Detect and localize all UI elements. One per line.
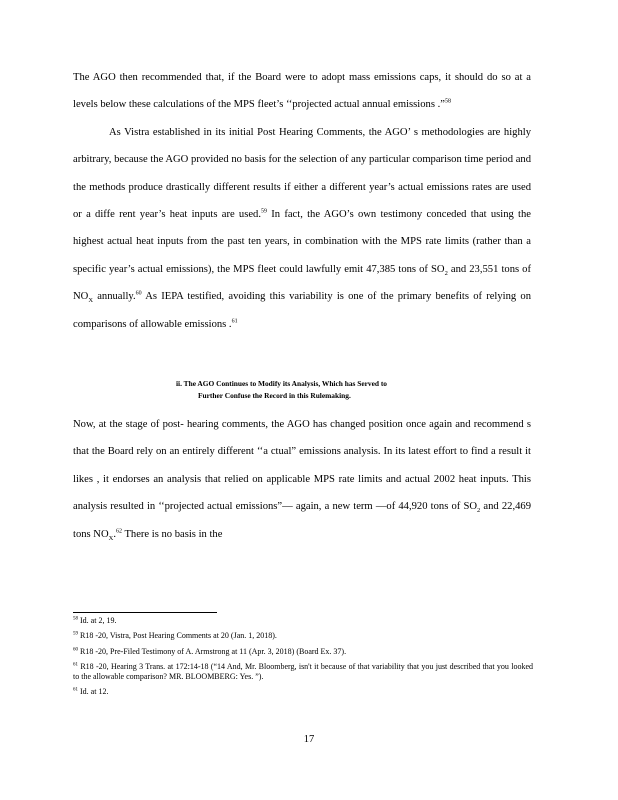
footnote-ref-58: 58 [444,98,451,105]
footnote: $^{58}$ Id. at 2, 19. [73,616,117,625]
footnotes [73,616,533,703]
paragraph-2: As Vistra established in its initial Post Hearing Comments, the AGO’ s methodologies are highly arbitrary, because the AGO provided no basis for the selection of any particular comparison time period and the methods produce drastically different results if either a different year’s actual emissions rates are used or a diffe rent year’s heat inputs are used.$^{59}$ In fact, the AGO’s own testimony conceded that using the highest actual heat inputs from the past ten years, in combination with the MPS rate limits (rather than a specific year’s actual emissions), the MPS fleet could lawfully emit 47,385 tons of $SO_2$ and 23,551 tons of $NO_X$ annually.$^{60}$ As IEPA testified, avoiding this variability is one of the primary benefits of relying on comparisons of allowable emissions .$^{61}$ [73,126,532,330]
footnote: $^{61}$ R18 -20, Hearing 3 Trans. at 172:14-18 (“14 And, Mr. Bloomberg, isn't it because of that variability that you just described that you looked to the allowable comparison? MR. BLOOMBERG: Yes. ”). [73,661,534,682]
footnote-divider [73,612,217,613]
footnote-ref-61: 61 [231,318,238,325]
footnote: $^{59}$ R18 -20, Vistra, Post Hearing Comments at 20 (Jan. 1, 2018). [73,631,277,641]
page-number: 17 [303,734,315,745]
body-text-bottom [73,411,531,548]
footnote: $^{61}$ Id. at 12. [73,687,109,697]
footnote-ref-60: 60 [135,290,142,297]
section-heading [176,378,514,402]
footnote-ref-62: 62 [115,528,122,535]
footnote: $^{60}$ R18 -20, Pre-Filed Testimony of A. Armstrong at 11 (Apr. 3, 2018) (Board Ex. 37). [73,646,347,656]
heading-line-2: Further Confuse the Record in this Rulemaking. [198,391,351,400]
paragraph-3: Now, at the stage of post- hearing comments, the AGO has changed position once again and recommend s that the Board rely on an entirely different ‘‘a ctual” emissions analysis. In its latest effort to find a result it likes , it endorses an analysis that relied on applicable MPS rate limits and actual 2002 heat inputs. This analysis resulted in ‘‘projected actual emissions”— again, a new term —of 44,920 tons of $SO_2$ and 22,469 tons $NO_X.^{62}$ There is no basis in the [73,419,531,542]
body-text-top [73,64,531,338]
paragraph-1: The AGO then recommended that, if the Board were to adopt mass emissions caps, it should do so at a levels below these calculations of the MPS fleet’s ‘‘projected actual annual emissions .”$^{58}$ [73,72,531,111]
footnote-ref-59: 59 [261,208,267,215]
heading-line-1: ii. The AGO Continues to Modify its Analysis, Which has Served to [176,379,388,388]
